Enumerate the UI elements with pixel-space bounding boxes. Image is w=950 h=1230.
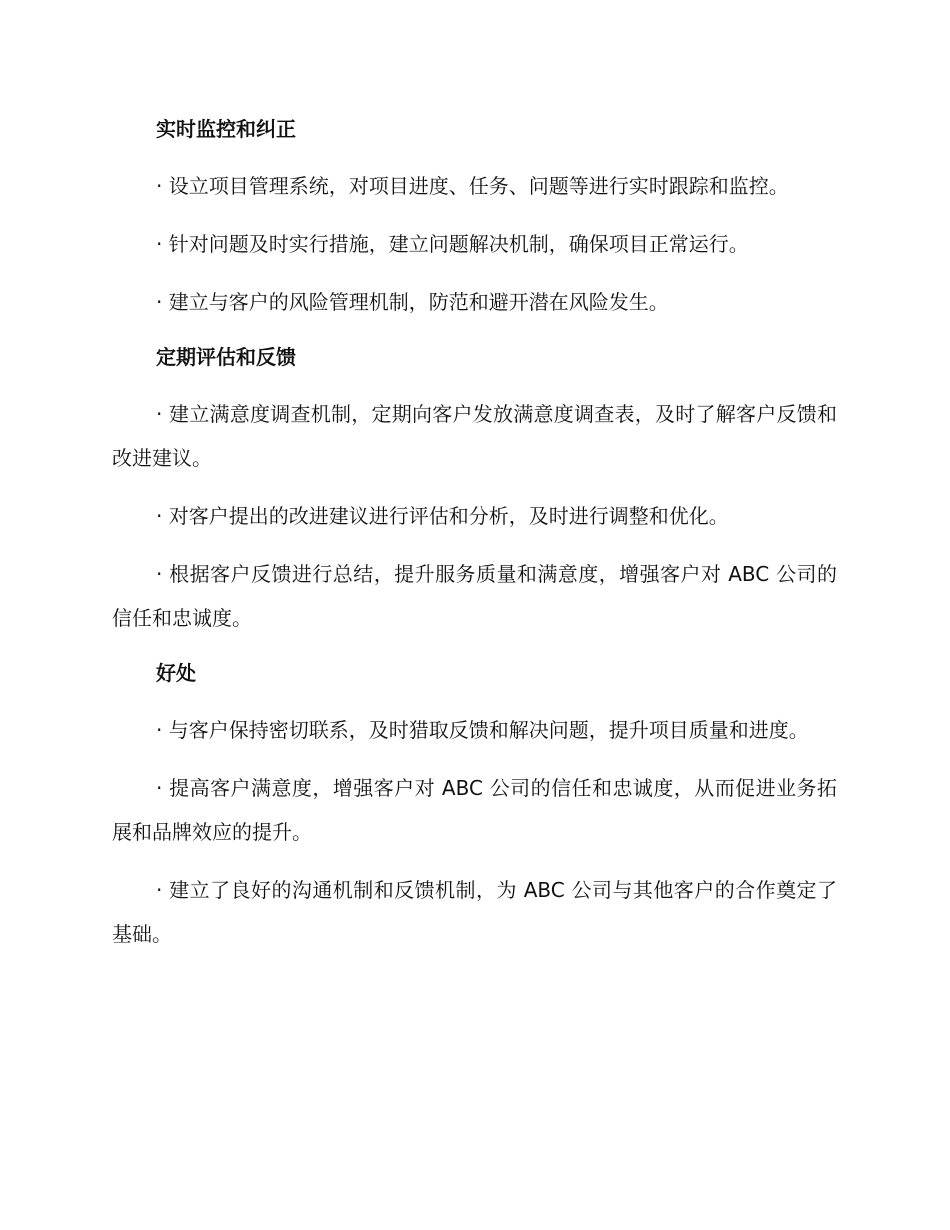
section-heading-benefits: 好处 [156,661,196,685]
list-item: · 建立了良好的沟通机制和反馈机制，为 ABC 公司与其他客户的合作奠定了基础。 [112,878,837,946]
section-heading-evaluation: 定期评估和反馈 [156,345,296,369]
list-item: · 根据客户反馈进行总结，提升服务质量和满意度，增强客户对 ABC 公司的信任和忠诚度。 [112,562,837,630]
list-item: · 针对问题及时实行措施，建立问题解决机制，确保项目正常运行。 [156,232,749,256]
list-item: · 建立与客户的风险管理机制，防范和避开潜在风险发生。 [156,290,669,314]
list-item: · 设立项目管理系统，对项目进度、任务、问题等进行实时跟踪和监控。 [156,174,789,198]
list-item: · 建立满意度调查机制，定期向客户发放满意度调查表，及时了解客户反馈和改进建议。 [112,402,837,470]
document-body [112,108,837,956]
section-heading-monitoring: 实时监控和纠正 [156,117,296,141]
list-item: · 提高客户满意度，增强客户对 ABC 公司的信任和忠诚度，从而促进业务拓展和品牌效应的提升。 [112,776,837,844]
list-item: · 与客户保持密切联系，及时猎取反馈和解决问题，提升项目质量和进度。 [156,718,809,742]
list-item: · 对客户提出的改进建议进行评估和分析，及时进行调整和优化。 [156,504,729,528]
